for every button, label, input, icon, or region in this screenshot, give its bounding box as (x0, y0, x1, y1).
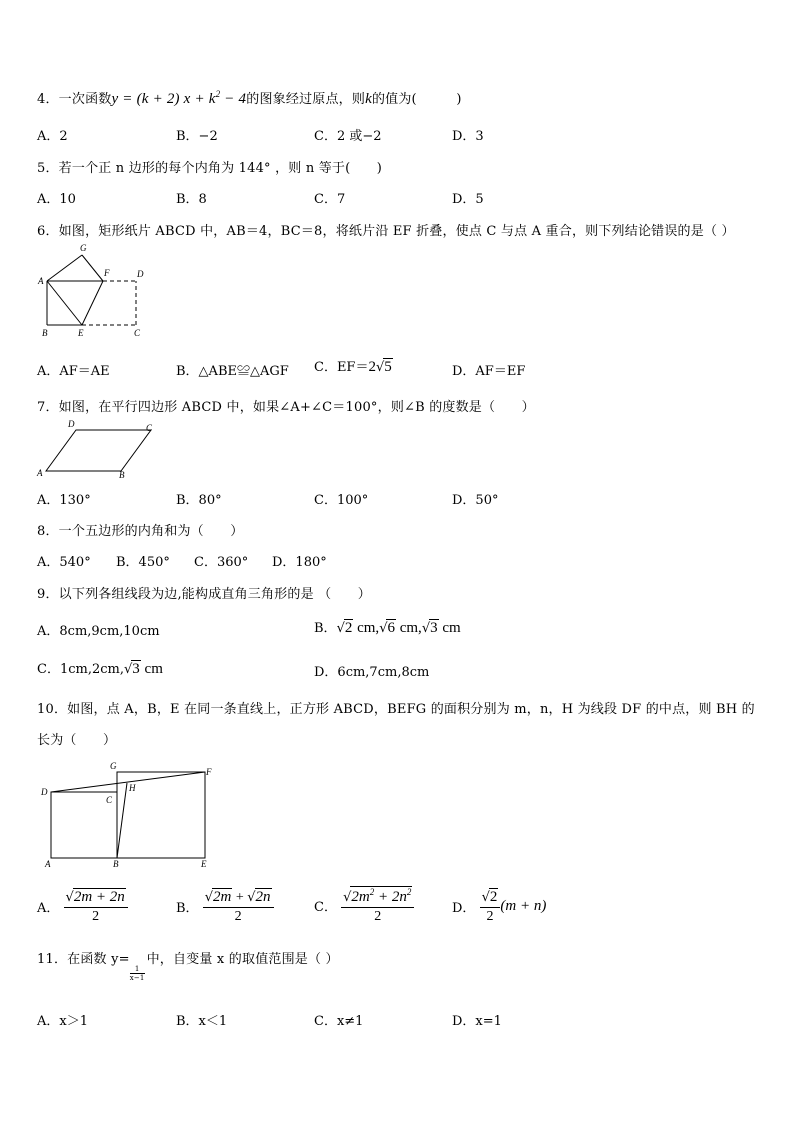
q4-stem-end: 的值为( ) (371, 92, 462, 107)
question-11: 11．在函数 y= $\frac{1}{x-1}$中，自变量 x 的取值范围是（ ） (37, 952, 339, 982)
question-7: 7．如图，在平行四边形 ABCD 中，如果∠A+∠C＝100°，则∠B 的度数是（ ） (37, 400, 535, 415)
q10-option-a[interactable]: A． $\frac{√2m + 2n}{2}$ (37, 888, 128, 925)
q11-fraction: $\frac{1}{x-1}$ (129, 965, 145, 982)
q8-option-d[interactable]: D．180° (272, 555, 327, 570)
q4-stem-prefix: 4．一次函数 (37, 92, 112, 107)
q7-figure-parallelogram (34, 416, 162, 480)
q4-option-c[interactable]: C．2 或−2 (314, 129, 382, 144)
q6-label-b: B (42, 328, 48, 338)
q4-stem-mid: 的图象经过原点，则 (246, 92, 366, 107)
q10-label-h: H (129, 783, 136, 793)
question-9: 9．以下列各组线段为边,能构成直角三角形的是 （ ） (37, 587, 371, 602)
q5-option-c[interactable]: C．7 (314, 192, 346, 207)
q6-label-d: D (137, 269, 144, 279)
q10-option-b[interactable]: B． $\frac{√2m + √2n}{2}$ (176, 888, 274, 925)
q8-option-a[interactable]: A．540° (37, 555, 91, 570)
q7-label-b: B (119, 470, 125, 480)
q10-label-d: D (41, 787, 48, 797)
question-8: 8．一个五边形的内角和为（ ） (37, 524, 244, 539)
question-10-line-2: 长为（ ） (37, 733, 117, 748)
q7-option-a[interactable]: A．130° (37, 493, 91, 508)
q4-option-d[interactable]: D．3 (452, 129, 484, 144)
question-5: 5．若一个正 n 边形的每个内角为 144° ，则 n 等于( ) (37, 161, 383, 176)
question-6: 6．如图，矩形纸片 ABCD 中，AB＝4，BC＝8，将纸片沿 EF 折叠，使点 C 与点 A 重合，则下列结论错误的是（ ） (37, 224, 735, 239)
q8-option-b[interactable]: B．450° (116, 555, 170, 570)
q8-option-c[interactable]: C．360° (194, 555, 249, 570)
q11-option-b[interactable]: B．x＜1 (176, 1014, 228, 1029)
q7-option-c[interactable]: C．100° (314, 493, 369, 508)
q10-label-a: A (45, 859, 51, 869)
q7-label-a: A (37, 468, 43, 478)
q10-option-d[interactable]: D． $\frac{√2}{2}$ (m + n) (452, 889, 547, 924)
q5-option-a[interactable]: A．10 (37, 192, 76, 207)
q10-label-g: G (110, 761, 117, 771)
q10-label-b: B (113, 859, 119, 869)
q10-label-f: F (206, 767, 212, 777)
q7-label-c: C (146, 423, 153, 433)
q5-option-b[interactable]: B．8 (176, 192, 207, 207)
q11-option-a[interactable]: A．x＞1 (37, 1014, 88, 1029)
q10-option-c[interactable]: C． $\frac{√2m^2 + 2n^2}{2}$ (314, 886, 414, 925)
q10-label-e: E (201, 859, 207, 869)
q9-option-a[interactable]: A．8cm,9cm,10cm (37, 624, 160, 639)
q7-option-d[interactable]: D．50° (452, 493, 499, 508)
q6-label-a: A (38, 276, 44, 286)
question-10-line-1: 10．如图，点 A，B，E 在同一条直线上，正方形 ABCD，BEFG 的面积分别为 m，n，H 为线段 DF 的中点，则 BH 的 (37, 702, 755, 717)
q7-label-d: D (68, 419, 75, 429)
q4-option-a[interactable]: A．2 (37, 129, 68, 144)
q4-equation: y = (k + 2) $x + k^2 - 4$ (111, 89, 247, 107)
q6-option-d[interactable]: D．AF＝EF (452, 364, 526, 379)
q6-label-g: G (80, 243, 87, 253)
q10-label-c: C (106, 795, 113, 805)
q11-option-c[interactable]: C．x≠1 (314, 1014, 364, 1029)
q5-option-d[interactable]: D．5 (452, 192, 484, 207)
q6-label-f: F (104, 268, 110, 278)
q6-figure-folded-rectangle (36, 240, 148, 340)
q6-option-c[interactable]: C．EF＝2√5 (314, 359, 392, 375)
q9-option-b[interactable]: B．√2 cm,√6 cm,√3 cm (314, 620, 461, 636)
q9-option-d[interactable]: D．6cm,7cm,8cm (314, 665, 430, 680)
question-4 (37, 88, 462, 108)
q6-option-b[interactable]: B．△ABE≌△AGF (176, 364, 289, 379)
q10-figure-squares (36, 756, 220, 872)
q6-label-c: C (134, 328, 141, 338)
q6-label-e: E (78, 328, 84, 338)
q6-option-a[interactable]: A．AF＝AE (37, 364, 110, 379)
q4-var: k (365, 91, 372, 107)
q11-option-d[interactable]: D．x=1 (452, 1014, 502, 1029)
q9-option-c[interactable]: C．1cm,2cm,√3 cm (37, 661, 163, 677)
q4-option-b[interactable]: B．−2 (176, 129, 218, 144)
q7-option-b[interactable]: B．80° (176, 493, 222, 508)
